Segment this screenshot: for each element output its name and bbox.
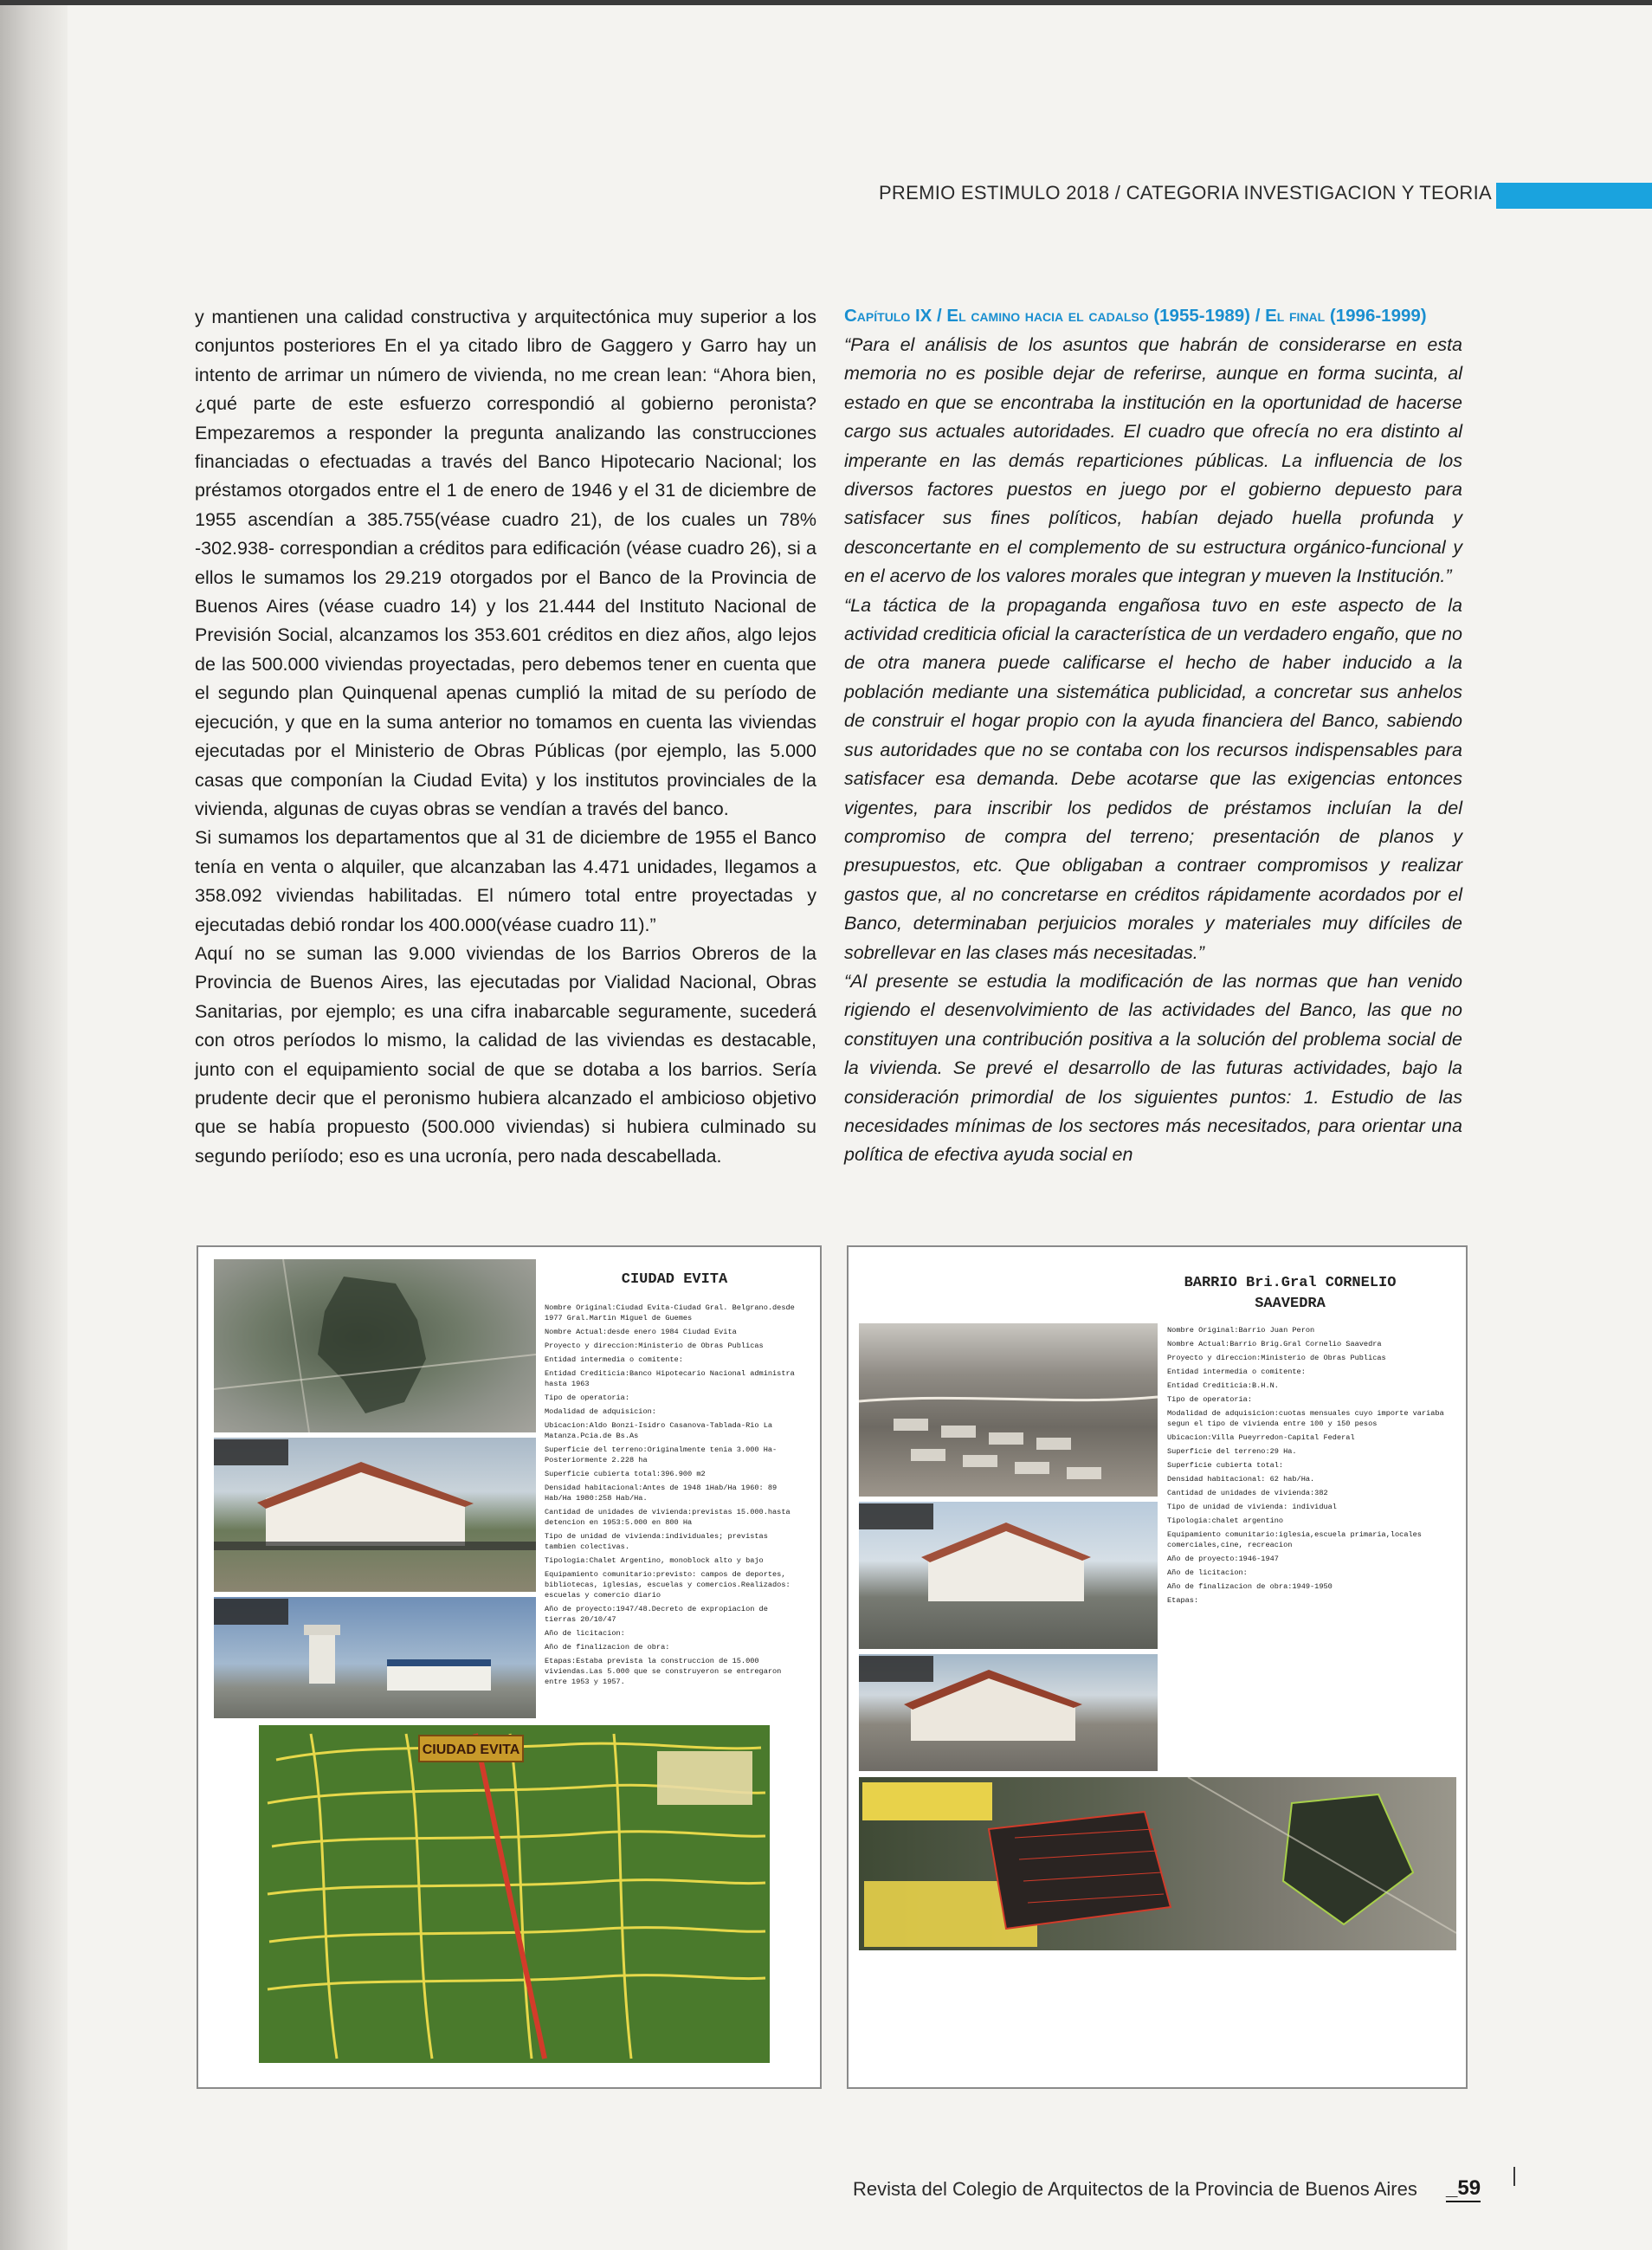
- running-header: PREMIO ESTIMULO 2018 / CATEGORIA INVESTIGACION Y TEORIA: [878, 182, 1492, 204]
- chapter-heading: Capítulo IX / El camino hacia el cadalso (1955-1989) / El final (1996-1999): [844, 306, 1427, 326]
- detail-line: Superficie cubierta total:: [1167, 1461, 1284, 1470]
- page-number: _59: [1446, 2176, 1481, 2202]
- detail-line: Proyecto y direccion:Ministerio de Obras Publicas: [1167, 1354, 1386, 1362]
- left-paragraph-1: y mantienen una calidad constructiva y arquitectónica muy superior a los conjuntos posteriores En el ya citado libro de Gaggero y Garro hay un intento de arrimar un número de vivienda, no me crean lean: “Ahora bien, ¿qué parte de este esfuerzo correspondió al gobierno peronista? Empezaremos a responder la pregunta analizando las construcciones financiadas o efectuadas a través del Banco Hipotecario Nacional; los préstamos otorgados entre el 1 de enero de 1946 y el 31 de diciembre de 1955 ascendían a 385.755(véase cuadro 21), de los cuales un 78% -302.938- correspondian a créditos para edificación (véase cuadro 26), si a ellos le sumamos los 29.219 otorgados por el Banco de la Provincia de Buenos Aires (véase cuadro 14) y los 21.444 del Instituto Nacional de Previsión Social, alcanzamos los 353.601 créditos en diez años, algo lejos de las 500.000 viviendas proyectadas, pero debemos tener en cuenta que el segundo plan Quinquenal apenas cumplió la mitad de su período de ejecución, y que en la suma anterior no tomamos en cuenta las viviendas ejecutadas por el Ministerio de Obras Públicas (por ejemplo, las 5.000 casas que componían la Ciudad Evita) y los institutos provinciales de la vivienda, algunas de cuyas obras se vendían a través del banco.: [195, 307, 816, 819]
- left-paragraph-3: Aquí no se suman las 9.000 viviendas de los Barrios Obreros de la Provincia de Buenos Aires, las ejecutadas por Vialidad Nacional, Obras Sanitarias, por ejemplo; es una cifra inabarcable seguramente, sucederá con otros períodos lo mismo, la calidad de las viviendas es destacable, junto con el equipamiento social de que se dotaba a los barrios. Sería prudente decir que el peronismo hubiera alcanzado el ambicioso objetivo que se había propuesto (500.000 viviendas) si hubiera culminado su segundo periíodo; eso es una ucronía, pero nada descabellada.: [195, 942, 816, 1167]
- page-binding-gutter: [0, 0, 68, 2250]
- street-view-photo-2: [214, 1597, 536, 1718]
- page-number-tick: [1513, 2167, 1515, 2186]
- detail-line: Año de licitacion:: [545, 1629, 625, 1638]
- figure-left-details: [545, 1303, 801, 1691]
- detail-line: Cantidad de unidades de vivienda:382: [1167, 1489, 1328, 1497]
- figure-right-title: BARRIO Bri.Gral CORNELIO SAAVEDRA: [1184, 1275, 1397, 1312]
- detail-line: Año de proyecto:1947/48.Decreto de expropiacion de tierras 20/10/47: [545, 1605, 768, 1624]
- detail-line: Nombre Original:Barrio Juan Peron: [1167, 1326, 1315, 1335]
- detail-line: Tipo de unidad de vivienda:individuales; previstas tambien colectivas.: [545, 1532, 768, 1551]
- detail-line: Densidad habitacional:Antes de 1948 1Hab/Ha 1960: 89 Hab/Ha 1980:258 Hab/Ha.: [545, 1484, 778, 1503]
- top-border: [0, 0, 1652, 5]
- running-footer: Revista del Colegio de Arquitectos de la Provincia de Buenos Aires: [853, 2178, 1417, 2200]
- detail-line: Ubicacion:Aldo Bonzi-Isidro Casanova-Tablada-Rio La Matanza.Pcia.de Bs.As: [545, 1421, 773, 1440]
- detail-line: Nombre Actual:desde enero 1984 Ciudad Evita: [545, 1328, 737, 1336]
- street-view-photo-1: [214, 1438, 536, 1592]
- aerial-photo-barrio: [859, 1323, 1158, 1497]
- detail-line: Equipamiento comunitario:iglesia,escuela primaria,locales comerciales,cine, recreacion: [1167, 1530, 1422, 1549]
- figure-left-title: CIUDAD EVITA: [621, 1271, 728, 1288]
- detail-line: Año de proyecto:1946-1947: [1167, 1555, 1279, 1563]
- urban-plan-map: [259, 1725, 770, 2063]
- detail-line: Entidad intermedia o comitente:: [545, 1355, 683, 1364]
- detail-line: Nombre Original:Ciudad Evita-Ciudad Gral. Belgrano.desde 1977 Gral.Martin Miguel de Guemes: [545, 1303, 795, 1322]
- detail-line: Densidad habitacional: 62 hab/Ha.: [1167, 1475, 1315, 1484]
- right-column: [844, 303, 1462, 1170]
- detail-line: Año de finalizacion de obra:: [545, 1643, 670, 1652]
- detail-line: Superficie del terreno:29 Ha.: [1167, 1447, 1297, 1456]
- detail-line: Superficie del terreno:Originalmente tenia 3.000 Ha-Posteriormente 2.228 ha: [545, 1445, 778, 1464]
- left-paragraph-2: Si sumamos los departamentos que al 31 de diciembre de 1955 el Banco tenía en venta o alquiler, que alcanzaban las 4.471 unidades, llegamos a 358.092 viviendas habilitadas. El número total entre proyectadas y ejecutadas debió rondar los 400.000(véase cuadro 11).”: [195, 827, 816, 935]
- detail-line: Cantidad de unidades de vivienda:previstas 15.000.hasta detencion en 1953:5.000 en 800 Ha: [545, 1508, 791, 1527]
- left-column: [195, 303, 816, 1171]
- detail-line: Tipologia:Chalet Argentino, monoblock alto y bajo: [545, 1556, 764, 1565]
- detail-line: Ubicacion:Villa Pueyrredon-Capital Federal: [1167, 1433, 1355, 1442]
- detail-line: Entidad intermedia o comitente:: [1167, 1367, 1306, 1376]
- quote-2: “La táctica de la propaganda engañosa tuvo en este aspecto de la actividad crediticia oficial la característica de un verdadero engaño, que no de otra manera puede calificarse el hecho de haber inducido a la población mediante una sistemática publicidad, a concretar sus anhelos de construir el hogar propio con la ayuda financiera del Banco, sabiendo sus autoridades que no se contaba con los recursos indispensables para satisfacer esa demanda. Debe acotarse que las exigencias entonces vigentes, para inscribir los pedidos de préstamos incluían la del compromiso de compra del terreno; presentación de planos y presupuestos, etc. Que obligaban a contraer compromisos y realizar gastos que, al no concretarse en créditos rápidamente acordados por el Banco, determinaban perjuicios morales y materiales muy difíciles de sobrellevar en las clases más necesitadas.”: [844, 594, 1462, 963]
- detail-line: Entidad Crediticia:B.H.N.: [1167, 1381, 1279, 1390]
- quote-1: “Para el análisis de los asuntos que habrán de considerarse en esta memoria no es posible dejar de referirse, aunque en forma sucinta, al estado en que se encontraba la institución en la oportunidad de hacerse cargo sus actuales autoridades. El cuadro que ofrecía no era distinto al imperante en las demás reparticiones públicas. La influencia de los diversos factores puestos en juego por el gobierno depuesto para satisfacer sus fines políticos, habían dejado huella profunda y desconcertante en el complemento de su estructura orgánico-funcional y en el acervo de los valores morales que integran y mueven la Institución.”: [844, 334, 1462, 587]
- detail-line: Tipo de operatoria:: [1167, 1395, 1252, 1404]
- urban-plan-label: CIUDAD EVITA: [422, 1742, 520, 1757]
- detail-line: Proyecto y direccion:Ministerio de Obras Publicas: [545, 1342, 764, 1350]
- aerial-map-photo: [214, 1259, 536, 1432]
- detail-line: Equipamiento comunitario:previsto: campos de deportes, bibliotecas, iglesias, escuelas y comercios.Realizados: escuelas y comercio diario: [545, 1570, 791, 1600]
- detail-line: Etapas:Estaba prevista la construccion de 15.000 viviendas.Las 5.000 que se construyeron se entregaron entre 1953 y 1957.: [545, 1657, 782, 1686]
- detail-line: Etapas:: [1167, 1596, 1199, 1605]
- quote-3: “Al presente se estudia la modificación de las normas que han venido rigiendo el desenvolvimiento de las actividades del Banco, las que no constituyen una contribución positiva a la solución del problema social de la vivienda. Se prevé el desarrollo de las futuras actividades, bajo la consideración primordial de los siguientes puntos: 1. Estudio de las necesidades mínimas de los sectores más necesitados, para orientar una política de efectiva ayuda social en: [844, 970, 1462, 1166]
- detail-line: Modalidad de adquisicion:: [545, 1407, 656, 1416]
- detail-line: Superficie cubierta total:396.900 m2: [545, 1470, 706, 1478]
- header-accent-bar: [1496, 183, 1652, 209]
- street-view-photo-4: [859, 1654, 1158, 1771]
- figure-right-details: [1167, 1325, 1444, 1609]
- detail-line: Tipo de operatoria:: [545, 1393, 629, 1402]
- detail-line: Tipo de unidad de vivienda: individual: [1167, 1503, 1337, 1511]
- detail-line: Entidad Crediticia:Banco Hipotecario Nacional administra hasta 1963: [545, 1369, 795, 1388]
- detail-line: Año de finalizacion de obra:1949-1950: [1167, 1582, 1333, 1591]
- detail-line: Año de licitacion:: [1167, 1568, 1248, 1577]
- figure-barrio-saavedra: [847, 1245, 1468, 2089]
- figure-ciudad-evita: [197, 1245, 822, 2089]
- detail-line: Tipologia:chalet argentino: [1167, 1516, 1284, 1525]
- street-view-photo-3: [859, 1502, 1158, 1649]
- plan-and-aerial-map: [859, 1777, 1456, 1950]
- detail-line: Modalidad de adquisicion:cuotas mensuales cuyo importe variaba segun el tipo de vivienda entre 100 y 150 pesos: [1167, 1409, 1444, 1428]
- detail-line: Nombre Actual:Barrio Brig.Gral Cornelio Saavedra: [1167, 1340, 1382, 1348]
